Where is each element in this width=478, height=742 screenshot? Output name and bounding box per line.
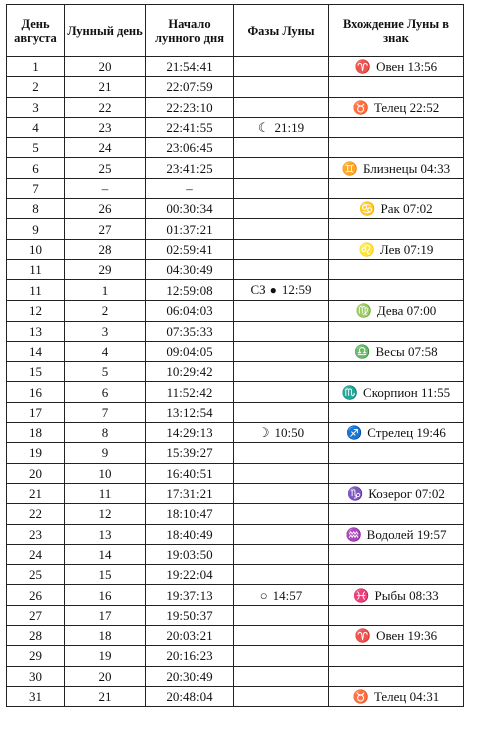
day-cell: 19 (7, 443, 65, 463)
table-row (7, 321, 464, 341)
table-row (7, 301, 464, 321)
table-row (7, 199, 464, 219)
lunar-day-start-cell: 07:35:33 (146, 321, 234, 341)
taurus-icon: ♉ (352, 99, 369, 115)
moon-sign-cell (329, 423, 464, 443)
lunar-day-cell: 17 (65, 605, 146, 625)
moon-sign-cell (329, 686, 464, 706)
libra-icon: ♎ (354, 344, 371, 359)
day-cell: 25 (7, 565, 65, 585)
lunar-day-cell: 22 (65, 97, 146, 117)
moon-sign-cell (329, 117, 464, 137)
day-cell: 29 (7, 646, 65, 666)
lunar-day-start-cell: 04:30:49 (146, 259, 234, 279)
moon-sign-cell (329, 57, 464, 77)
moon-sign-cell (329, 341, 464, 361)
table-row (7, 443, 464, 463)
lunar-day-cell: 28 (65, 239, 146, 259)
moon-phase-cell (234, 483, 329, 503)
lunar-day-cell: 4 (65, 341, 146, 361)
scorpio-icon: ♏ (341, 384, 359, 400)
day-cell: 17 (7, 402, 65, 422)
day-cell: 21 (7, 483, 65, 503)
lunar-day-cell: 8 (65, 423, 146, 443)
moon-phase-cell (234, 544, 329, 564)
new-moon-icon: ● (269, 283, 277, 298)
lunar-calendar-table (6, 4, 464, 707)
moon-sign-cell (329, 524, 464, 544)
lunar-calendar (6, 4, 464, 707)
sign-entry-text: Стрелец 19:46 (367, 425, 446, 441)
moon-sign-cell (329, 504, 464, 524)
lunar-day-start-cell: 18:40:49 (146, 524, 234, 544)
virgo-icon: ♍ (355, 303, 372, 319)
sign-entry-text: Близнецы 04:33 (363, 160, 451, 176)
table-row (7, 646, 464, 666)
moon-phase-cell (234, 402, 329, 422)
lunar-day-cell: 1 (65, 280, 146, 301)
moon-sign-cell (329, 239, 464, 259)
lunar-day-cell: 21 (65, 77, 146, 97)
lunar-day-start-cell: 20:48:04 (146, 686, 234, 706)
sagittarius-icon: ♐ (346, 425, 363, 441)
moon-sign-cell (329, 138, 464, 158)
table-row (7, 585, 464, 605)
table-row (7, 341, 464, 361)
lunar-day-start-cell: 17:31:21 (146, 483, 234, 503)
lunar-day-start-cell: 23:06:45 (146, 138, 234, 158)
moon-sign-cell (329, 402, 464, 422)
moon-phase-cell (234, 686, 329, 706)
moon-phase-cell (234, 382, 329, 402)
lunar-day-start-cell: 13:12:54 (146, 402, 234, 422)
moon-sign-cell (329, 219, 464, 239)
day-cell: 14 (7, 341, 65, 361)
lunar-day-start-cell: 20:16:23 (146, 646, 234, 666)
day-cell: 16 (7, 382, 65, 402)
moon-phase-cell (234, 178, 329, 198)
table-row (7, 57, 464, 77)
day-cell: 28 (7, 626, 65, 646)
sign-entry-text: Скорпион 11:55 (363, 384, 451, 400)
table-row (7, 626, 464, 646)
pisces-icon: ♓ (353, 587, 370, 603)
leo-icon: ♌ (358, 241, 375, 257)
day-cell: 31 (7, 686, 65, 706)
moon-phase-cell (234, 199, 329, 219)
lunar-day-cell: 3 (65, 321, 146, 341)
lunar-day-cell: 13 (65, 524, 146, 544)
lunar-day-start-cell: 19:03:50 (146, 544, 234, 564)
table-row (7, 239, 464, 259)
sign-entry-text: Весы 07:58 (375, 344, 438, 359)
day-cell: 8 (7, 199, 65, 219)
moon-phase-cell (234, 158, 329, 178)
moon-phase-cell (234, 463, 329, 483)
day-cell: 11 (7, 259, 65, 279)
lunar-day-start-cell: 21:54:41 (146, 57, 234, 77)
moon-sign-cell (329, 626, 464, 646)
moon-sign-cell (329, 483, 464, 503)
moon-phase-cell (234, 97, 329, 117)
header-lunar-day: Лунный день (65, 5, 146, 57)
table-row (7, 259, 464, 279)
moon-sign-cell (329, 362, 464, 382)
table-row (7, 117, 464, 137)
table-row (7, 605, 464, 625)
moon-phase-cell (234, 341, 329, 361)
lunar-day-start-cell: 10:29:42 (146, 362, 234, 382)
moon-sign-cell (329, 178, 464, 198)
lunar-day-cell: – (65, 178, 146, 198)
lunar-day-start-cell: 22:23:10 (146, 97, 234, 117)
table-row (7, 402, 464, 422)
table-row (7, 686, 464, 706)
day-cell: 2 (7, 77, 65, 97)
lunar-day-cell: 19 (65, 646, 146, 666)
moon-sign-cell (329, 565, 464, 585)
lunar-day-start-cell: 11:52:42 (146, 382, 234, 402)
moon-phase-cell (234, 524, 329, 544)
lunar-day-start-cell: 01:37:21 (146, 219, 234, 239)
moon-sign-cell (329, 259, 464, 279)
table-row (7, 158, 464, 178)
table-row (7, 97, 464, 117)
lunar-day-cell: 26 (65, 199, 146, 219)
moon-phase-cell (234, 57, 329, 77)
aries-icon: ♈ (354, 628, 372, 644)
lunar-day-start-cell: – (146, 178, 234, 198)
moon-sign-cell (329, 199, 464, 219)
moon-phase-cell (234, 239, 329, 259)
moon-sign-cell (329, 321, 464, 341)
sign-entry-text: Овен 19:36 (376, 628, 438, 644)
lunar-day-start-cell: 00:30:34 (146, 199, 234, 219)
full-moon-icon: ○ (259, 587, 268, 603)
cancer-icon: ♋ (359, 201, 376, 217)
day-cell: 12 (7, 301, 65, 321)
header-row (7, 5, 464, 57)
lunar-day-start-cell: 19:37:13 (146, 585, 234, 605)
sign-entry-text: Рыбы 08:33 (374, 587, 439, 603)
table-row (7, 362, 464, 382)
day-cell: 27 (7, 605, 65, 625)
moon-sign-cell (329, 463, 464, 483)
lunar-day-cell: 18 (65, 626, 146, 646)
header-moon-sign: Вхождение Луны в знак (329, 5, 464, 57)
lunar-day-start-cell: 19:22:04 (146, 565, 234, 585)
day-cell: 11 (7, 280, 65, 301)
table-row (7, 138, 464, 158)
table-row (7, 280, 464, 301)
lunar-day-cell: 7 (65, 402, 146, 422)
lunar-day-start-cell: 18:10:47 (146, 504, 234, 524)
lunar-day-cell: 20 (65, 57, 146, 77)
phase-time: 14:57 (272, 587, 303, 603)
table-row (7, 77, 464, 97)
table-body (7, 57, 464, 707)
day-cell: 10 (7, 239, 65, 259)
lunar-day-cell: 24 (65, 138, 146, 158)
phase-label: СЗ (250, 282, 266, 298)
sign-entry-text: Дева 07:00 (376, 303, 437, 319)
day-cell: 4 (7, 117, 65, 137)
day-cell: 24 (7, 544, 65, 564)
moon-sign-cell (329, 544, 464, 564)
taurus-icon: ♉ (352, 689, 369, 705)
day-cell: 13 (7, 321, 65, 341)
day-cell: 30 (7, 666, 65, 686)
moon-phase-cell (234, 605, 329, 625)
day-cell: 3 (7, 97, 65, 117)
lunar-day-start-cell: 09:04:05 (146, 341, 234, 361)
table-row (7, 504, 464, 524)
aries-icon: ♈ (354, 59, 372, 75)
lunar-day-cell: 9 (65, 443, 146, 463)
lunar-day-start-cell: 22:07:59 (146, 77, 234, 97)
sign-entry-text: Телец 04:31 (373, 689, 440, 705)
moon-phase-cell (234, 423, 329, 443)
header-day: День августа (7, 5, 65, 57)
moon-phase-cell (234, 259, 329, 279)
day-cell: 5 (7, 138, 65, 158)
moon-phase-cell (234, 77, 329, 97)
moon-phase-cell (234, 301, 329, 321)
lunar-day-cell: 23 (65, 117, 146, 137)
day-cell: 15 (7, 362, 65, 382)
table-row (7, 382, 464, 402)
lunar-day-cell: 6 (65, 382, 146, 402)
moon-phase-cell (234, 585, 329, 605)
table-row (7, 666, 464, 686)
lunar-day-cell: 29 (65, 259, 146, 279)
day-cell: 18 (7, 423, 65, 443)
lunar-day-cell: 2 (65, 301, 146, 321)
sign-entry-text: Лев 07:19 (379, 241, 434, 257)
last-quarter-moon-icon: ☾ (257, 120, 270, 136)
header-lunar-day-start: Начало лунного дня (146, 5, 234, 57)
moon-phase-cell (234, 138, 329, 158)
lunar-day-cell: 11 (65, 483, 146, 503)
day-cell: 1 (7, 57, 65, 77)
lunar-day-start-cell: 22:41:55 (146, 117, 234, 137)
moon-sign-cell (329, 77, 464, 97)
moon-sign-cell (329, 301, 464, 321)
moon-sign-cell (329, 280, 464, 301)
header-moon-phase: Фазы Луны (234, 5, 329, 57)
day-cell: 9 (7, 219, 65, 239)
day-cell: 23 (7, 524, 65, 544)
lunar-day-start-cell: 20:03:21 (146, 626, 234, 646)
moon-sign-cell (329, 382, 464, 402)
aquarius-icon: ♒ (345, 526, 362, 542)
moon-phase-cell (234, 565, 329, 585)
moon-phase-cell (234, 646, 329, 666)
table-row (7, 423, 464, 443)
moon-sign-cell (329, 158, 464, 178)
lunar-day-cell: 14 (65, 544, 146, 564)
moon-phase-cell (234, 362, 329, 382)
table-row (7, 178, 464, 198)
moon-phase-cell (234, 666, 329, 686)
lunar-day-start-cell: 19:50:37 (146, 605, 234, 625)
lunar-day-cell: 16 (65, 585, 146, 605)
day-cell: 7 (7, 178, 65, 198)
moon-phase-cell (234, 117, 329, 137)
moon-phase-cell (234, 219, 329, 239)
lunar-day-cell: 21 (65, 686, 146, 706)
lunar-day-cell: 20 (65, 666, 146, 686)
moon-phase-cell (234, 626, 329, 646)
lunar-day-start-cell: 20:30:49 (146, 666, 234, 686)
lunar-day-start-cell: 23:41:25 (146, 158, 234, 178)
moon-sign-cell (329, 646, 464, 666)
moon-sign-cell (329, 605, 464, 625)
sign-entry-text: Водолей 19:57 (366, 526, 447, 542)
sign-entry-text: Рак 07:02 (380, 201, 433, 217)
lunar-day-cell: 15 (65, 565, 146, 585)
lunar-day-cell: 10 (65, 463, 146, 483)
lunar-day-start-cell: 06:04:03 (146, 301, 234, 321)
first-quarter-moon-icon: ☽ (257, 425, 270, 441)
moon-sign-cell (329, 443, 464, 463)
moon-sign-cell (329, 97, 464, 117)
day-cell: 20 (7, 463, 65, 483)
gemini-icon: ♊ (341, 160, 359, 176)
table-row (7, 565, 464, 585)
lunar-day-cell: 5 (65, 362, 146, 382)
moon-phase-cell (234, 443, 329, 463)
lunar-day-cell: 27 (65, 219, 146, 239)
sign-entry-text: Козерог 07:02 (368, 486, 445, 502)
table-row (7, 219, 464, 239)
table-row (7, 544, 464, 564)
moon-phase-cell (234, 504, 329, 524)
sign-entry-text: Телец 22:52 (373, 99, 440, 115)
moon-phase-cell (234, 321, 329, 341)
lunar-day-start-cell: 16:40:51 (146, 463, 234, 483)
table-row (7, 463, 464, 483)
table-row (7, 524, 464, 544)
moon-sign-cell (329, 585, 464, 605)
table-row (7, 483, 464, 503)
day-cell: 22 (7, 504, 65, 524)
lunar-day-start-cell: 02:59:41 (146, 239, 234, 259)
lunar-day-cell: 12 (65, 504, 146, 524)
moon-sign-cell (329, 666, 464, 686)
sign-entry-text: Овен 13:56 (376, 59, 438, 75)
moon-phase-cell (234, 280, 329, 301)
capricorn-icon: ♑ (347, 486, 364, 502)
lunar-day-cell: 25 (65, 158, 146, 178)
phase-time: 10:50 (274, 425, 305, 441)
phase-time: 12:59 (281, 282, 312, 298)
day-cell: 26 (7, 585, 65, 605)
lunar-day-start-cell: 12:59:08 (146, 280, 234, 301)
phase-time: 21:19 (274, 120, 305, 136)
lunar-day-start-cell: 14:29:13 (146, 423, 234, 443)
lunar-day-start-cell: 15:39:27 (146, 443, 234, 463)
day-cell: 6 (7, 158, 65, 178)
